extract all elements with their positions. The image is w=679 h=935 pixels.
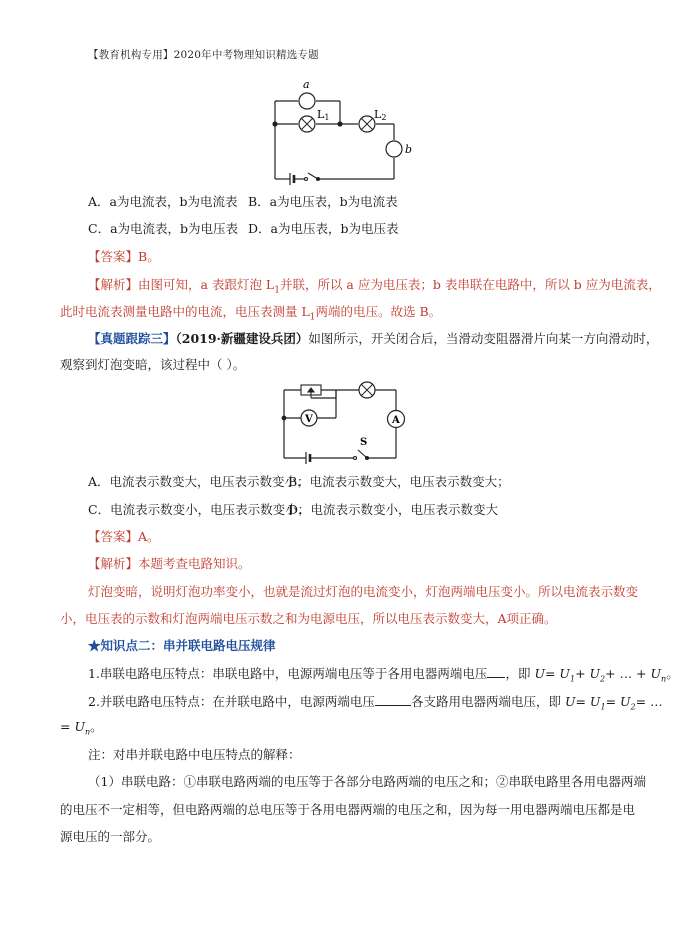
fill-blank [487,665,505,678]
analysis-line-1: 【解析】由图可知，a 表跟灯泡 $L_1$并联，所以 a 应为电压表；b 表串联在电路中，所以 b 应为电流表， [88,277,661,296]
circuit-diagram-2 [272,378,422,466]
question-stem-line-2: 观察到灯泡变暗，该过程中（ ）。 [60,357,246,372]
junction-dot [272,121,277,126]
lamp-icon [359,382,375,398]
q2-analysis-line-1: 灯泡变暗，说明灯泡功率变小，也就是流过灯泡的电流变小，灯泡两端电压变小。所以电流表示数变 [88,584,639,599]
q2-analysis-intro: 【解析】本题考查电路知识。 [88,556,251,571]
switch-label: S [360,437,368,448]
answer-tag: 【答案】 [88,529,139,544]
lamp-l1-label: L1 [317,108,330,122]
junction-dot [282,416,287,421]
page-header: 【教育机构专用】2020年中考物理知识精选专题 [88,49,319,61]
explanation-note: 注：对串并联电路中电压特点的解释： [88,747,301,762]
answer-value: A。 [138,529,160,544]
meter-a-label: a [303,78,310,91]
series-explanation-line-3: 源电压的一部分。 [60,829,161,844]
q2-analysis-line-2: 小，电压表的示数和灯泡两端电压示数之和为电源电压，所以电压表示数变大，A项正确。 [60,611,557,626]
lamp-l2-label: L2 [374,108,387,122]
question-source: （2019·新疆建设兵团） [175,331,309,346]
option-a: A．a为电流表，b为电流表 [88,194,238,209]
option-c: C．a为电流表，b为电压表 [88,221,239,236]
series-explanation-line-1: （1）串联电路：①串联电路两端的电压等于各部分电路两端的电压之和；②串联电路里各用电器两端 [88,774,646,789]
fill-blank [375,693,411,706]
meter-b [386,141,402,157]
battery-icon [290,173,302,185]
meter-a [299,93,315,109]
switch-icon [305,173,320,181]
series-explanation-line-2: 的电压不一定相等，但电路两端的总电压等于各用电器两端的电压之和，因为每一用电器两端电压都是电 [60,802,636,817]
ammeter-label: A [392,415,400,426]
parallel-formula: $U= U_1= U_2=$ … [564,694,663,712]
series-formula: $U= U_1+ U_2+$ … + $U_n$ [534,666,667,684]
answer-value: B。 [138,249,160,264]
lamp-l1-icon [299,116,315,132]
junction-dot [337,121,342,126]
q2-option-a: A．电流表示数变大，电压表示数变小； [88,474,310,489]
battery-icon [306,452,318,464]
analysis-tag: 【解析】 [88,277,139,292]
q2-option-d: D．电流表示数变小，电压表示数变大 [288,502,499,517]
voltmeter-label: V [305,414,313,425]
parallel-formula-end: = $U_n$ [60,719,91,737]
star-icon: ★ [88,638,101,653]
rheostat-icon [301,385,321,398]
option-b: B．a为电压表，b为电流表 [248,194,398,209]
parallel-voltage-rule: 2.并联电路电压特点：在并联电路中，电源两端电压 各支路用电器两端电压，即 $U= U_1= U_2=$ … [88,694,663,712]
q2-option-c: C．电流表示数变小，电压表示数变小； [88,502,311,517]
meter-b-label: b [405,143,413,156]
question-tag: 【真题跟踪三】 [88,331,176,346]
question-stem-line-1: 【真题跟踪三】（2019·新疆建设兵团）如图所示，开关闭合后，当滑动变阻器滑片向某一方向滑动时， [88,331,659,346]
switch-icon [354,450,369,460]
answer-line [88,249,160,265]
series-voltage-rule: 1.串联电路电压特点：串联电路中，电源两端电压等于各用电器两端电压 ，即 $U= U_1+ U_2+$ … + $U_n$。 [88,666,679,684]
q2-answer-line [88,529,160,545]
q2-option-b: B．电流表示数变大，电压表示数变大； [288,474,510,489]
answer-tag: 【答案】 [88,249,139,264]
knowledge-point-title: ★知识点二：串并联电路电压规律 [88,638,276,653]
analysis-line-2: 此时电流表测量电路中的电流，电压表测量 $L_1$两端的电压。故选 B。 [60,304,442,323]
analysis-tag: 【解析】 [88,556,139,571]
lamp-l2-icon [359,116,375,132]
circuit-diagram-1 [262,78,422,190]
option-d: D．a为电压表，b为电压表 [248,221,399,236]
parallel-voltage-rule-cont: = $U_n$。 [60,719,103,737]
